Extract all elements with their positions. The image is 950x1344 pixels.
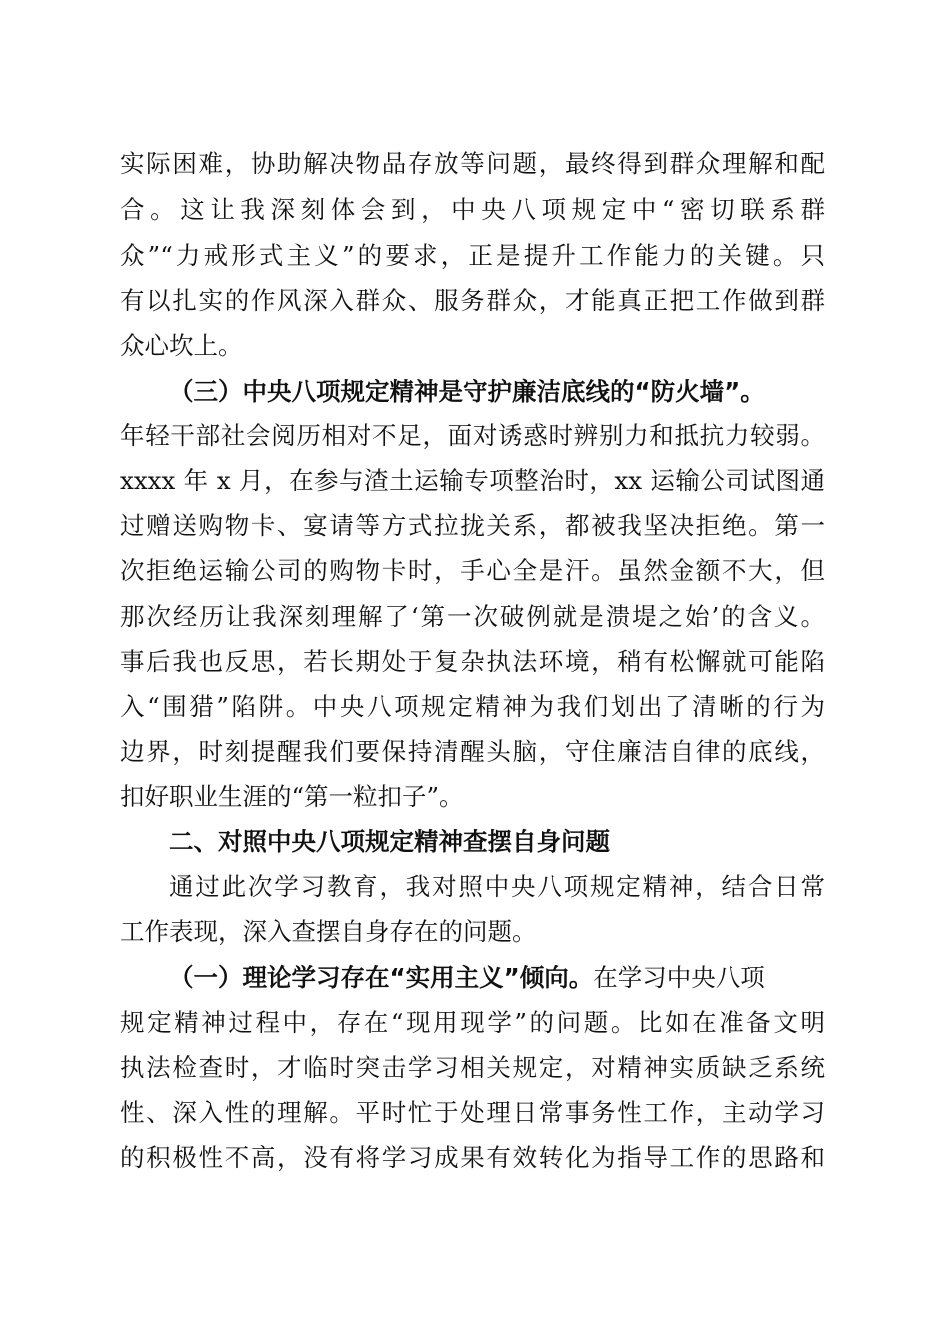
paragraph-line: xxxx 年 x 月，在参与渣土运输专项整治时，xx 运输公司试图通 [120,466,825,495]
paragraph-line: 扣好职业生涯的“第一粒扣子”。 [120,782,464,811]
subheading-1-line [169,960,765,996]
paragraph-line: 众”“力戒形式主义”的要求，正是提升工作能力的关键。只 [120,241,825,270]
paragraph-line: 有以扎实的作风深入群众、服务群众，才能真正把工作做到群 [120,286,825,315]
paragraph-line: 过赠送购物卡、宴请等方式拉拢关系，都被我坚决拒绝。第一 [120,511,825,540]
paragraph-line: 通过此次学习教育，我对照中央八项规定精神，结合日常 [169,872,825,901]
paragraph-line: 规定精神过程中，存在“现用现学”的问题。比如在准备文明 [120,1008,825,1037]
paragraph-line: 众心坎上。 [120,331,243,360]
paragraph-line: 边界，时刻提醒我们要保持清醒头脑，守住廉洁自律的底线， [120,737,825,766]
paragraph-line: 合。这让我深刻体会到，中央八项规定中“密切联系群 [120,195,825,224]
paragraph-line: 实际困难，协助解决物品存放等问题，最终得到群众理解和配 [120,149,825,178]
paragraph-line: 执法检查时，才临时突击学习相关规定，对精神实质缺乏系统 [120,1053,825,1082]
paragraph-line: 的积极性不高，没有将学习成果有效转化为指导工作的思路和 [120,1143,825,1172]
paragraph-line: 年轻干部社会阅历相对不足，面对诱惑时辨别力和抵抗力较弱。 [120,421,825,450]
paragraph-line: 事后我也反思，若长期处于复杂执法环境，稍有松懈就可能陷 [120,647,825,676]
section-2-heading: 二、对照中央八项规定精神查摆自身问题 [169,827,610,856]
paragraph-line: 工作表现，深入查摆自身存在的问题。 [120,917,537,946]
subheading-1: （一）理论学习存在“实用主义”倾向。 [169,963,594,992]
subheading-3: （三）中央八项规定精神是守护廉洁底线的“防火墙”。 [169,377,765,406]
subheading-1-continuation: 在学习中央八项 [593,963,765,992]
paragraph-line: 次拒绝运输公司的购物卡时，手心全是汗。虽然金额不大，但 [120,556,825,585]
paragraph-line: 入“围猎”陷阱。中央八项规定精神为我们划出了清晰的行为 [120,692,825,721]
paragraph-line: 性、深入性的理解。平时忙于处理日常事务性工作，主动学习 [120,1098,825,1127]
paragraph-line: 那次经历让我深刻理解了‘第一次破例就是溃堤之始’的含义。 [120,602,825,631]
